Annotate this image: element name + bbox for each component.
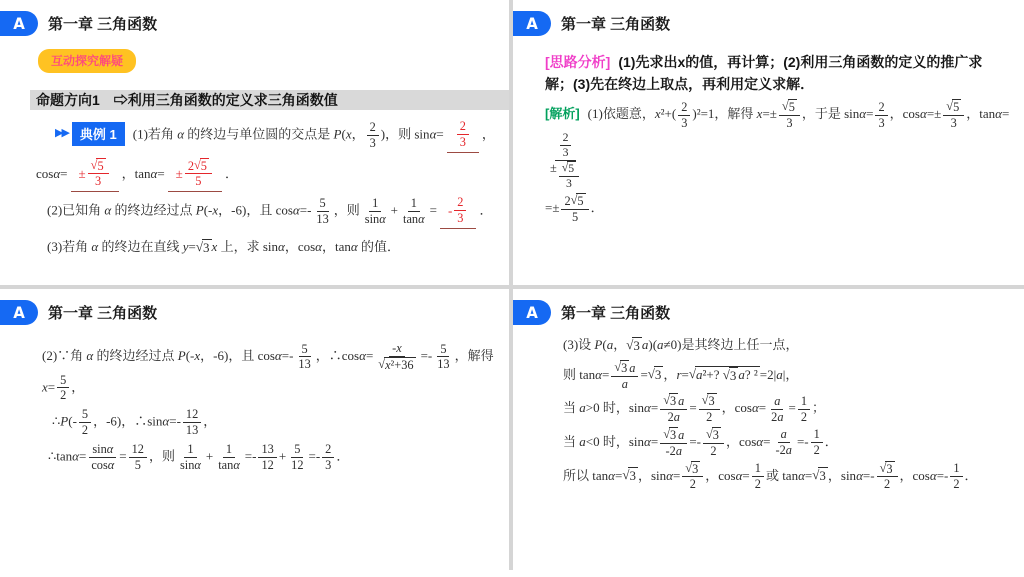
chapter-title: 第一章 三角函数 [48,16,158,33]
slide-analysis [513,0,1024,285]
double-arrow-icon: ▶▶ [55,127,68,139]
solution3-line-4: 当 a<0 时，sinα= √ 3 a -2 a =- √ 3 2 ，cosα= a -2 a =- $\frac{1}{2}$ ． [563,426,838,458]
example-badge: 典例 1 [72,122,125,146]
solution3-line-5: 所以 tanα= √ 3 ，sinα= √ 3 2 ，cosα= $\frac{1}{2}$ 或 tanα= √ 3 ，sinα=- √ 3 2 ，cosα=- $\frac{1}{2}$ ． [563,460,978,492]
problem-line-1: (1)若角 α 的终边与单位圆的交点是 P(x， $\frac{2}{3}$ )，则 sinα= $\frac{2}{3}$ ， [133,118,495,153]
chapter-title: 第一章 三角函数 [561,305,671,322]
analysis-text: (1)先求出x的值，再计算；(2)利用三角函数的定义的推广求解；(3)先在终边上取点，再利用定义求解． [545,54,983,92]
problem-line-3: (2)已知角 α 的终边经过点 P(-x，-6)，且 cosα=- $\frac{5}{13}$ ，则 1 sin α + 1 tan α = - $\frac{2}{3}$ ． [47,194,501,229]
brand-logo-icon: A [0,11,38,36]
brand-logo-icon: A [0,300,38,325]
topic-bar [30,90,509,110]
brand-logo-icon: A [513,300,551,325]
example-row [55,118,501,153]
problem-line-2: cosα= ± √ 5 3 ，tanα= ± 2 √ 5 5 ． [36,157,501,193]
slide-solution-2 [0,289,509,570]
chapter-title: 第一章 三角函数 [561,16,671,33]
topic-number: 命题方向1 [36,92,100,108]
solution-line-1 [545,99,1014,191]
solution2-line-3: ∴tanα= sin α cos α = $\frac{12}{5}$ ，则 1 sin α + 1 tan α =- $\frac{13}{12}$ + $\frac{5}{12}$ =- $\frac{2}{3}$ ． [48,441,350,472]
slide-solution-3 [513,289,1024,570]
solution3-line-3: 当 a>0 时，sinα= √ 3 a 2 a = √ 3 2 ，cosα= a 2 a = $\frac{1}{2}$ ； [563,393,826,425]
analysis-paragraph [545,52,1010,95]
chapter-title: 第一章 三角函数 [48,305,158,322]
slide-header [513,289,1024,325]
solution-label: [解析] [545,106,580,122]
analysis-label: [思路分析] [545,54,611,70]
problem-line-4: (3)若角 α 的终边在直线 y= √ 3 x 上，求 sinα，cosα，tanα 的值． [47,238,400,255]
solution3-line-2: 则 tanα= √ 3 a a = √ 3 ，r= √ a²+? √ 3 a? ² =2|a|， [563,359,799,391]
solution2-line-1: (2)∵角 α 的终边经过点 P(-x，-6)，且 cosα=- $\frac{5}{13}$ ，∴cosα= - x √ x²+36 =- $\frac{5}{13}$ ，解得 x= $\frac{5}{2}$ ， [42,341,497,403]
section-tag: 互动探究解疑 [38,49,136,73]
solution-line-2: =± 2 √ 5 5 ． [545,193,604,225]
brand-logo-icon: A [513,11,551,36]
slide-problem [0,0,509,285]
slide-header [513,0,1024,36]
slide-header [0,289,509,325]
solution3-line-1: (3)设 P(a， √ 3 a)(a≠0)是其终边上任一点， [563,337,799,353]
solution2-line-2: ∴P(- $\frac{5}{2}$ ，-6)，∴sinα=- $\frac{12}{13}$ ， [52,407,217,438]
solution-math-1: (1)依题意，x²+( $\frac{2}{3}$ )²=1，解得 x=± √ 5 3 ，于是 sinα= $\frac{2}{3}$ ，cosα=± √ 5 3 ，tanα= $\frac{2}{3}$ ± √ 5 3 [550,99,1010,191]
topic-title: ⇨利用三角函数的定义求三角函数值 [113,92,338,108]
slide-header [0,0,509,36]
